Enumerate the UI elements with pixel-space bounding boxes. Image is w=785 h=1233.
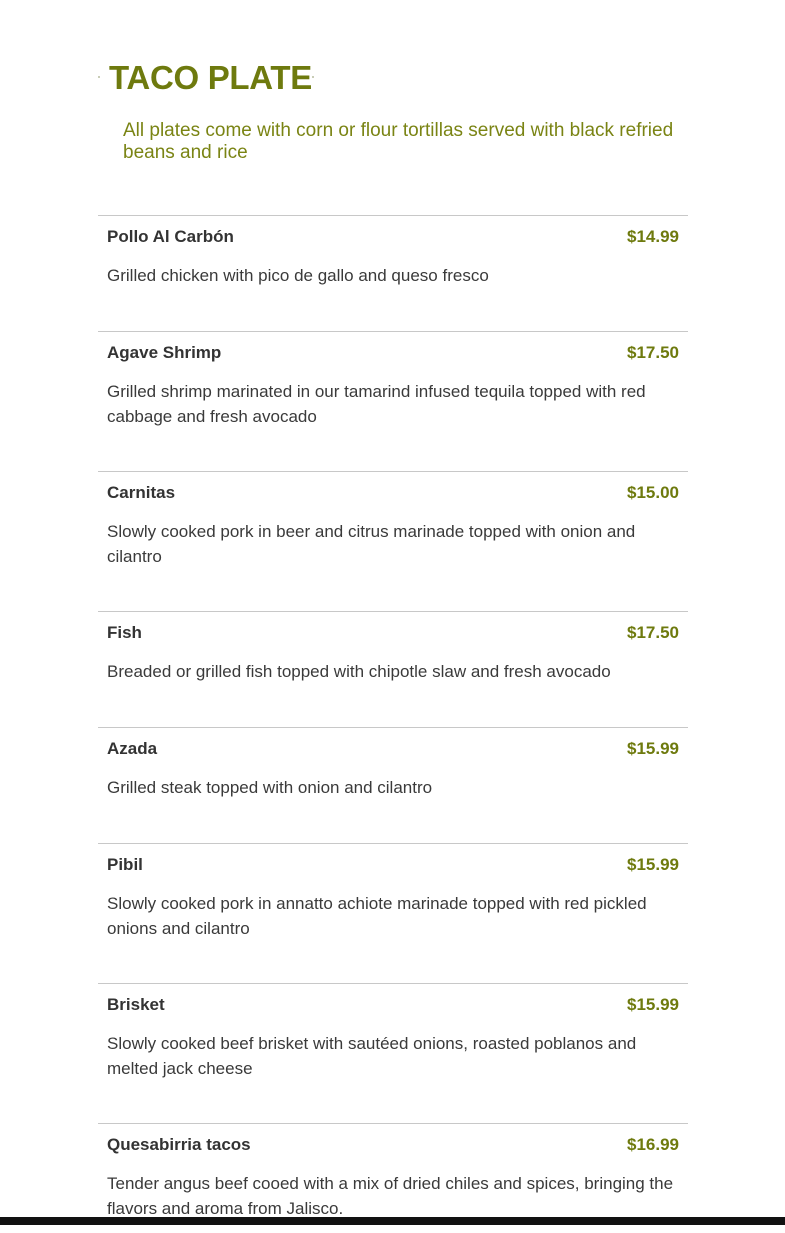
- menu-item-description: Slowly cooked beef brisket with sautéed onions, roasted poblanos and melted jack cheese: [107, 1034, 637, 1078]
- menu-item-price: $15.99: [627, 995, 679, 1014]
- menu-item-price: $15.00: [627, 483, 679, 502]
- menu-item-header: [107, 623, 679, 645]
- decorative-dot: [312, 76, 314, 78]
- menu-section: [98, 58, 688, 1233]
- menu-item-name: Azada: [107, 739, 158, 758]
- menu-item-description: Grilled steak topped with onion and cilantro: [107, 778, 433, 797]
- menu-item-price: $14.99: [627, 227, 679, 246]
- section-header: [98, 58, 688, 98]
- menu-item-name: Brisket: [107, 995, 165, 1014]
- menu-item-header: [107, 483, 679, 505]
- menu-item-description: Grilled chicken with pico de gallo and queso fresco: [107, 266, 489, 285]
- menu-item-description: Slowly cooked pork in annatto achiote marinade topped with red pickled onions and cilantro: [107, 894, 647, 938]
- menu-item: [98, 843, 688, 983]
- menu-item-header: [107, 995, 679, 1017]
- menu-item: [98, 983, 688, 1123]
- menu-item-name: Fish: [107, 623, 142, 642]
- menu-item-name: Quesabirria tacos: [107, 1135, 251, 1154]
- menu-item-header: [107, 343, 679, 365]
- section-title: TACO PLATE: [109, 59, 312, 96]
- menu-item: [98, 611, 688, 727]
- menu-items-list: [98, 215, 688, 1233]
- menu-item-price: $15.99: [627, 855, 679, 874]
- menu-item-name: Pibil: [107, 855, 143, 874]
- menu-item-description: Slowly cooked pork in beer and citrus marinade topped with onion and cilantro: [107, 522, 636, 566]
- menu-item-name: Agave Shrimp: [107, 343, 222, 362]
- menu-item-price: $16.99: [627, 1135, 679, 1154]
- bottom-edge-bar: [0, 1217, 785, 1225]
- menu-item: [98, 727, 688, 843]
- menu-item-name: Pollo Al Carbón: [107, 227, 234, 246]
- menu-item-description: Grilled shrimp marinated in our tamarind infused tequila topped with red cabbage and fresh avocado: [107, 382, 646, 426]
- menu-item-price: $15.99: [627, 739, 679, 758]
- menu-item: [98, 215, 688, 331]
- menu-item-description: Tender angus beef cooed with a mix of dried chiles and spices, bringing the flavors and aroma from Jalisco.: [107, 1174, 674, 1218]
- menu-item-header: [107, 739, 679, 761]
- menu-item-price: $17.50: [627, 623, 679, 642]
- menu-item: [98, 331, 688, 471]
- menu-item-header: [107, 855, 679, 877]
- menu-item: [98, 471, 688, 611]
- section-subtitle: All plates come with corn or flour tortillas served with black refried beans and rice: [123, 120, 674, 163]
- menu-item-header: [107, 227, 679, 249]
- menu-item-header: [107, 1135, 679, 1157]
- menu-item-description: Breaded or grilled fish topped with chipotle slaw and fresh avocado: [107, 662, 611, 681]
- menu-item-price: $17.50: [627, 343, 679, 362]
- decorative-dot: [98, 76, 100, 78]
- menu-item-name: Carnitas: [107, 483, 176, 502]
